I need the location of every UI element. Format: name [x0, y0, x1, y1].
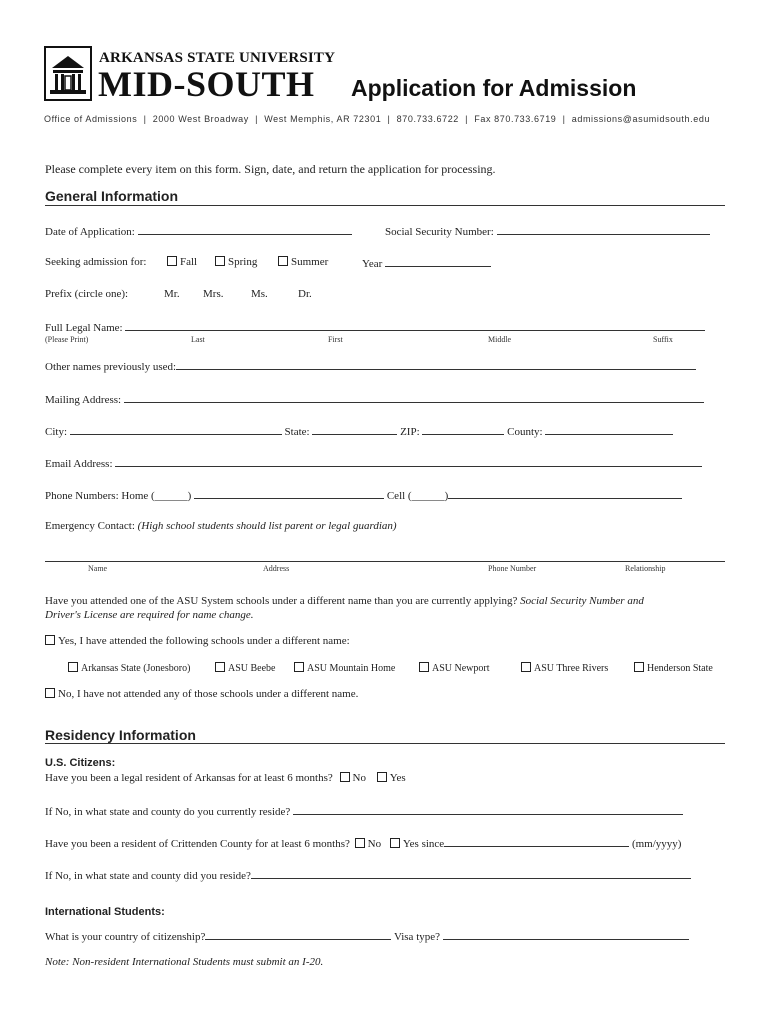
arkansas-yes-checkbox[interactable]	[377, 772, 387, 782]
arkansas-no-checkbox[interactable]	[340, 772, 350, 782]
full-name-label: Full Legal Name:	[45, 322, 123, 334]
state-field[interactable]	[312, 424, 397, 435]
arkansas-question-row	[45, 772, 406, 784]
logo-building-icon	[44, 46, 92, 101]
school-label: Henderson State	[647, 663, 713, 674]
citizenship-row	[45, 929, 689, 943]
section-divider	[45, 205, 725, 206]
attended-question: Have you attended one of the ASU System schools under a different name than you are currently applying?	[45, 595, 518, 607]
mmyyyy-label: (mm/yyyy)	[631, 838, 682, 850]
previous-state-field[interactable]	[251, 868, 691, 879]
ssn-field[interactable]	[497, 224, 710, 235]
prefix-label: Prefix (circle one):	[45, 288, 129, 300]
other-names-field[interactable]	[176, 359, 696, 370]
school-label: ASU Newport	[432, 663, 490, 674]
current-state-row	[45, 804, 683, 818]
term-summer[interactable]	[278, 256, 328, 268]
university-logo	[44, 46, 92, 101]
school-label: ASU Beebe	[228, 663, 276, 674]
emergency-note: (High school students should list parent or legal guardian)	[137, 520, 397, 532]
email-label: Email Address:	[45, 458, 113, 470]
emergency-row	[45, 520, 397, 532]
citizenship-question: What is your country of citizenship?	[45, 931, 206, 943]
city-label: City:	[45, 426, 68, 438]
previous-state-row	[45, 868, 691, 882]
prefix-mr[interactable]: Mr.	[164, 288, 180, 300]
no-attended-checkbox[interactable]	[45, 688, 55, 698]
school-label: ASU Mountain Home	[307, 663, 396, 674]
emergency-part-phone: Phone Number	[488, 564, 537, 573]
crittenden-yes-checkbox[interactable]	[390, 838, 400, 848]
year-label: Year	[362, 258, 383, 270]
prefix-mrs[interactable]: Mrs.	[203, 288, 224, 300]
school-label: Arkansas State (Jonesboro)	[81, 663, 191, 674]
school-checkbox[interactable]	[215, 662, 225, 672]
prefix-ms[interactable]: Ms.	[251, 288, 268, 300]
emergency-part-name: Name	[88, 564, 108, 573]
school-option[interactable]	[634, 662, 713, 674]
other-names-label: Other names previously used:	[45, 361, 177, 373]
university-name: ARKANSAS STATE UNIVERSITY	[99, 50, 336, 66]
date-row	[45, 224, 352, 238]
emergency-part-relationship: Relationship	[625, 564, 666, 573]
email-row	[45, 456, 702, 470]
crittenden-no-label: No	[367, 838, 382, 850]
mailing-label: Mailing Address:	[45, 394, 122, 406]
zip-label: ZIP:	[400, 426, 420, 438]
mailing-field[interactable]	[124, 392, 704, 403]
contact-line: Office of Admissions | 2000 West Broadway | West Memphis, AR 72301 | 870.733.6722 | Fax 870.733.6719 | admissions@asumidsouth.edu	[44, 114, 711, 124]
yes-attended-checkbox[interactable]	[45, 635, 55, 645]
school-label: ASU Three Rivers	[534, 663, 609, 674]
crittenden-since-field[interactable]	[444, 836, 629, 847]
attended-question-row	[45, 595, 644, 607]
international-heading: International Students:	[45, 906, 165, 918]
date-label: Date of Application:	[45, 226, 135, 238]
school-option[interactable]	[68, 662, 190, 674]
city-row	[45, 424, 673, 438]
term-label: Summer	[291, 256, 329, 268]
intro-text: Please complete every item on this form. Sign, date, and return the application for processing.	[45, 162, 496, 176]
spring-checkbox[interactable]	[215, 256, 225, 266]
school-option[interactable]	[294, 662, 395, 674]
ssn-label: Social Security Number:	[385, 226, 494, 238]
home-phone-field[interactable]	[194, 488, 384, 499]
section-heading-residency: Residency Information	[45, 727, 196, 743]
attended-note: Social Security Number and	[520, 595, 644, 607]
cell-phone-field[interactable]	[448, 488, 682, 499]
cell-phone-label: Cell (______)	[386, 490, 449, 502]
arkansas-question: Have you been a legal resident of Arkansas for at least 6 months?	[45, 772, 333, 784]
name-part-first: First	[328, 335, 343, 344]
county-field[interactable]	[545, 424, 673, 435]
school-checkbox[interactable]	[294, 662, 304, 672]
i20-note: Note: Non-resident International Students must submit an I-20.	[45, 956, 324, 968]
citizenship-field[interactable]	[205, 929, 391, 940]
term-fall[interactable]	[167, 256, 197, 268]
term-label: Fall	[180, 256, 198, 268]
name-part-suffix: Suffix	[653, 335, 673, 344]
crittenden-question: Have you been a resident of Crittenden County for at least 6 months?	[45, 838, 350, 850]
school-checkbox[interactable]	[68, 662, 78, 672]
section-heading-general: General Information	[45, 188, 179, 204]
previous-state-question: If No, in what state and county did you reside?	[45, 870, 251, 882]
school-option[interactable]	[419, 662, 490, 674]
emergency-label: Emergency Contact:	[45, 520, 135, 532]
section-divider	[45, 743, 725, 744]
mailing-row	[45, 392, 704, 406]
yes-attended-option[interactable]	[45, 635, 350, 647]
page-title: Application for Admission	[351, 75, 637, 101]
crittenden-no-checkbox[interactable]	[355, 838, 365, 848]
zip-field[interactable]	[422, 424, 504, 435]
school-option[interactable]	[521, 662, 608, 674]
us-citizens-heading: U.S. Citizens:	[45, 757, 116, 769]
summer-checkbox[interactable]	[278, 256, 288, 266]
city-field[interactable]	[70, 424, 282, 435]
crittenden-yes-since-label: Yes since	[402, 838, 445, 850]
name-part-middle: Middle	[488, 335, 512, 344]
attended-note-line2: Driver's License are required for name change.	[45, 609, 254, 621]
no-attended-option[interactable]	[45, 688, 358, 700]
full-name-field[interactable]	[125, 320, 705, 331]
date-field[interactable]	[138, 224, 352, 235]
yes-attended-label: Yes, I have attended the following schools under a different name:	[58, 635, 350, 647]
current-state-question: If No, in what state and county do you currently reside?	[45, 806, 291, 818]
term-label: Spring	[228, 256, 258, 268]
emergency-field[interactable]	[45, 561, 725, 562]
home-phone-label: Phone Numbers: Home (______)	[45, 490, 192, 502]
campus-name: MID-SOUTH	[98, 64, 315, 104]
term-spring[interactable]	[215, 256, 257, 268]
prefix-dr[interactable]: Dr.	[298, 288, 312, 300]
phone-row	[45, 488, 682, 502]
state-label: State:	[284, 426, 310, 438]
full-name-row	[45, 320, 705, 334]
other-names-row	[45, 359, 696, 373]
emergency-part-address: Address	[263, 564, 290, 573]
year-row	[362, 256, 491, 270]
seeking-label: Seeking admission for:	[45, 256, 147, 268]
fall-checkbox[interactable]	[167, 256, 177, 266]
arkansas-yes-label: Yes	[389, 772, 406, 784]
school-checkbox[interactable]	[634, 662, 644, 672]
no-attended-label: No, I have not attended any of those schools under a different name.	[58, 688, 359, 700]
current-state-field[interactable]	[293, 804, 683, 815]
school-checkbox[interactable]	[419, 662, 429, 672]
year-field[interactable]	[385, 256, 491, 267]
crittenden-row	[45, 836, 681, 850]
arkansas-no-label: No	[352, 772, 366, 784]
school-option[interactable]	[215, 662, 276, 674]
visa-label: Visa type?	[393, 931, 441, 943]
visa-field[interactable]	[443, 929, 689, 940]
email-field[interactable]	[115, 456, 702, 467]
ssn-row	[385, 224, 710, 238]
name-part-last: Last	[191, 335, 205, 344]
please-print-note: (Please Print)	[45, 335, 89, 344]
county-label: County:	[507, 426, 543, 438]
school-checkbox[interactable]	[521, 662, 531, 672]
